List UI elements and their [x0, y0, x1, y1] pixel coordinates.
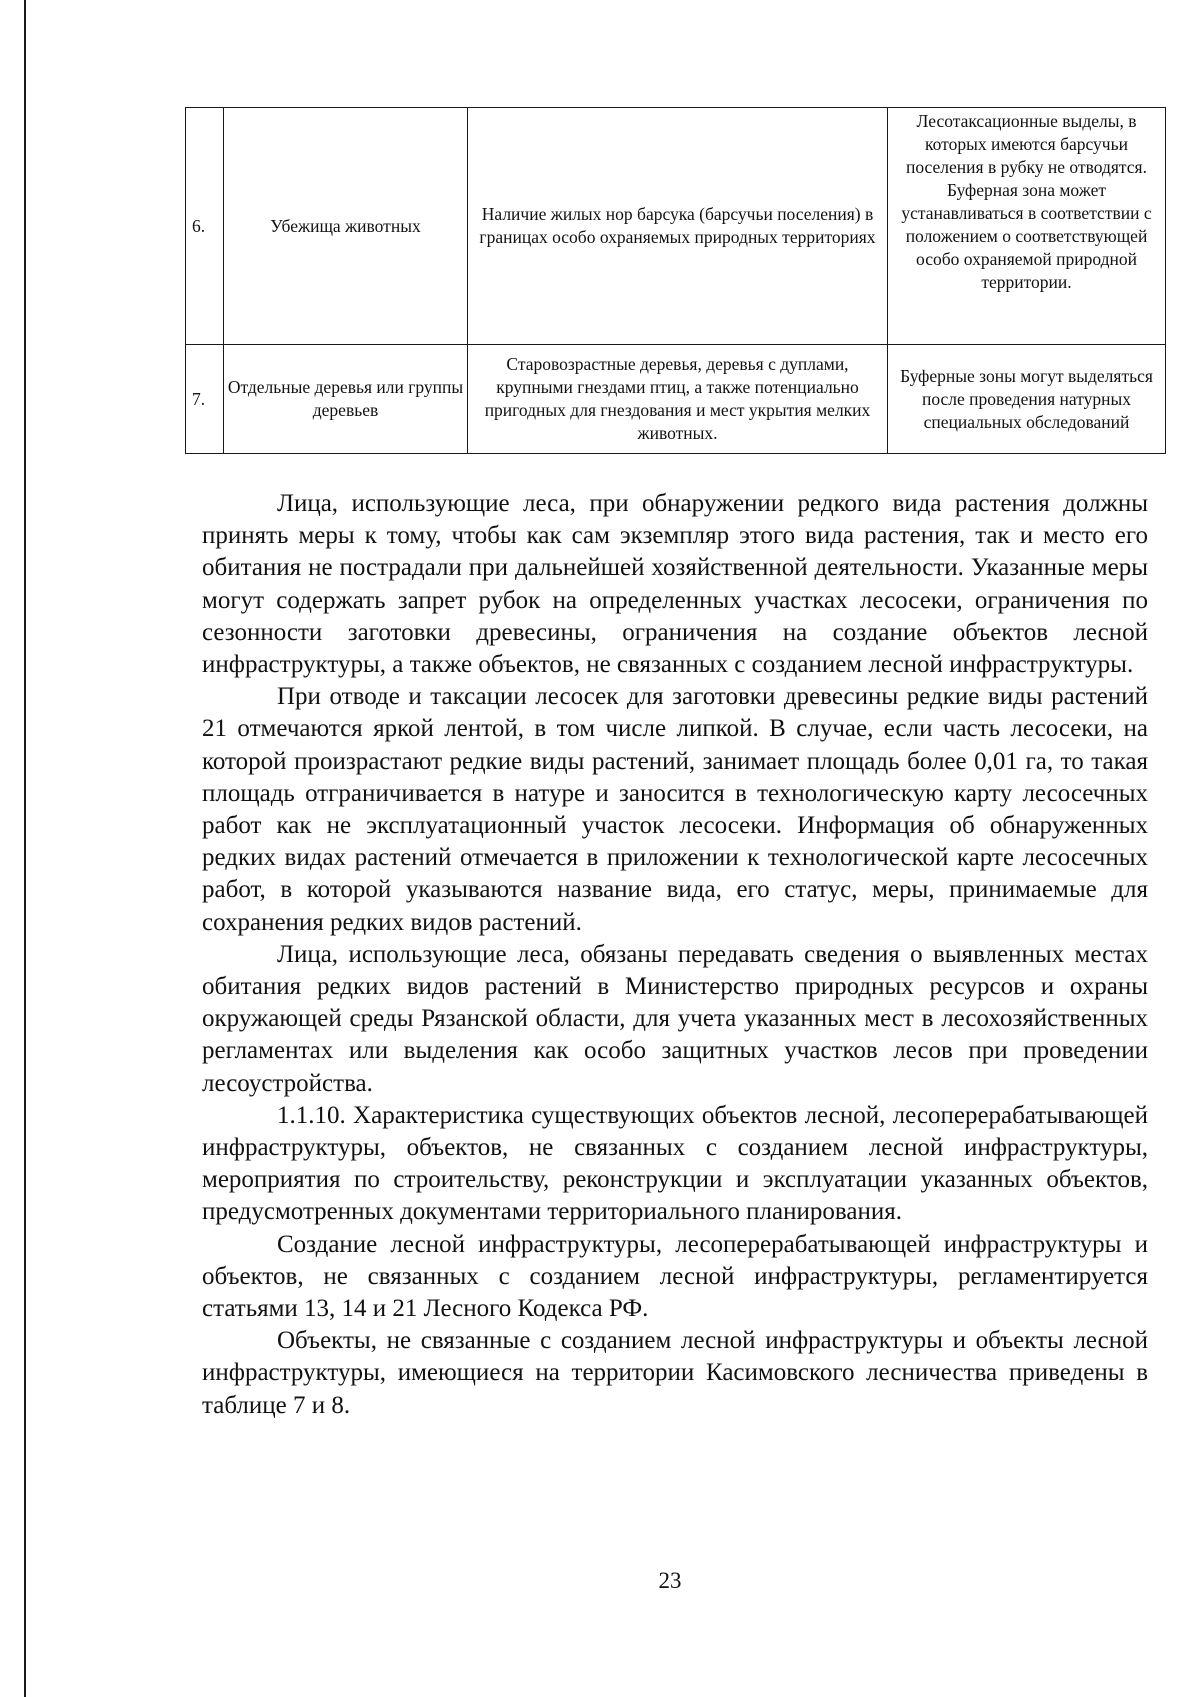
- table-row: [186, 108, 1166, 345]
- paragraph-forest-code-reference: Создание лесной инфраструктуры, лесоперерабатывающей инфраструктуры и объектов, не связанных с созданием лесной инфраструктуры, регламентируется статьями 13, 14 и 21 Лесного Кодекса РФ.: [202, 1230, 1148, 1323]
- row-description: Наличие жилых нор барсука (барсучьи поселения) в границах особо охраняемых природных территориях: [468, 108, 888, 345]
- row-object: Отдельные деревья или группы деревьев: [224, 345, 468, 454]
- paragraph-reporting-obligation: Лица, использующие леса, обязаны передавать сведения о выявленных местах обитания редких видов растений в Министерство природных ресурсов и охраны окружающей среды Рязанской области, для учета указанных мест в лесохозяйственных регламентах или выделения как особо защитных участков лесов при проведении лесоустройства.: [202, 940, 1148, 1097]
- requirements-table: [185, 107, 1166, 454]
- row-description: Старовозрастные деревья, деревья с дуплами, крупными гнездами птиц, а также потенциально пригодных для гнездования и мест укрытия мелких животных.: [468, 345, 888, 454]
- section-heading-1-1-10: 1.1.10. Характеристика существующих объектов лесной, лесоперерабатывающей инфраструктуры, объектов, не связанных с созданием лесной инфраструктуры, мероприятия по строительству, реконструкции и эксплуатации указанных объектов, предусмотренных документами территориального планирования.: [202, 1101, 1148, 1226]
- row-measures: Буферные зоны могут выделяться после проведения натурных специальных обследований: [888, 345, 1166, 454]
- paragraph-rare-plants-measures: Лица, использующие леса, при обнаружении редкого вида растения должны принять меры к тому, чтобы как сам экземпляр этого вида растения, так и место его обитания не пострадали при дальнейшей хозяйственной деятельности. Указанные меры могут содержать запрет рубок на определенных участках лесосеки, ограничения по сезонности заготовки древесины, ограничения на создание объектов лесной инфраструктуры, а также объектов, не связанных с созданием лесной инфраструктуры.: [202, 490, 1148, 679]
- page-number: 23: [658, 1568, 682, 1593]
- row-measures: Лесотаксационные выделы, в которых имеются барсучьи поселения в рубку не отводятся. Буферная зона может устанавливаться в соответствии с положением о соответствующей особо охраняемой природной территории.: [888, 108, 1166, 345]
- row-number: 7.: [186, 345, 224, 454]
- paragraph-tables-reference: Объекты, не связанные с созданием лесной инфраструктуры и объекты лесной инфраструктуры, имеющиеся на территории Касимовского лесничества приведены в таблице 7 и 8.: [202, 1327, 1148, 1419]
- page-binding-edge: [24, 0, 26, 1697]
- row-number: 6.: [186, 108, 224, 345]
- table-row: [186, 345, 1166, 454]
- paragraph-cutting-area-marking: При отводе и таксации лесосек для заготовки древесины редкие виды растений 21 отмечаются яркой лентой, в том числе липкой. В случае, если часть лесосеки, на которой произрастают редкие виды растений, занимает площадь более 0,01 га, то такая площадь отграничивается в натуре и заносится в технологическую карту лесосечных работ как не эксплуатационный участок лесосеки. Информация об обнаруженных редких видах растений отмечается в приложении к технологической карте лесосечных работ, в которой указываются название вида, его статус, меры, принимаемые для сохранения редких видов растений.: [202, 683, 1148, 936]
- body-text: [202, 488, 1148, 1422]
- row-object: Убежища животных: [224, 108, 468, 345]
